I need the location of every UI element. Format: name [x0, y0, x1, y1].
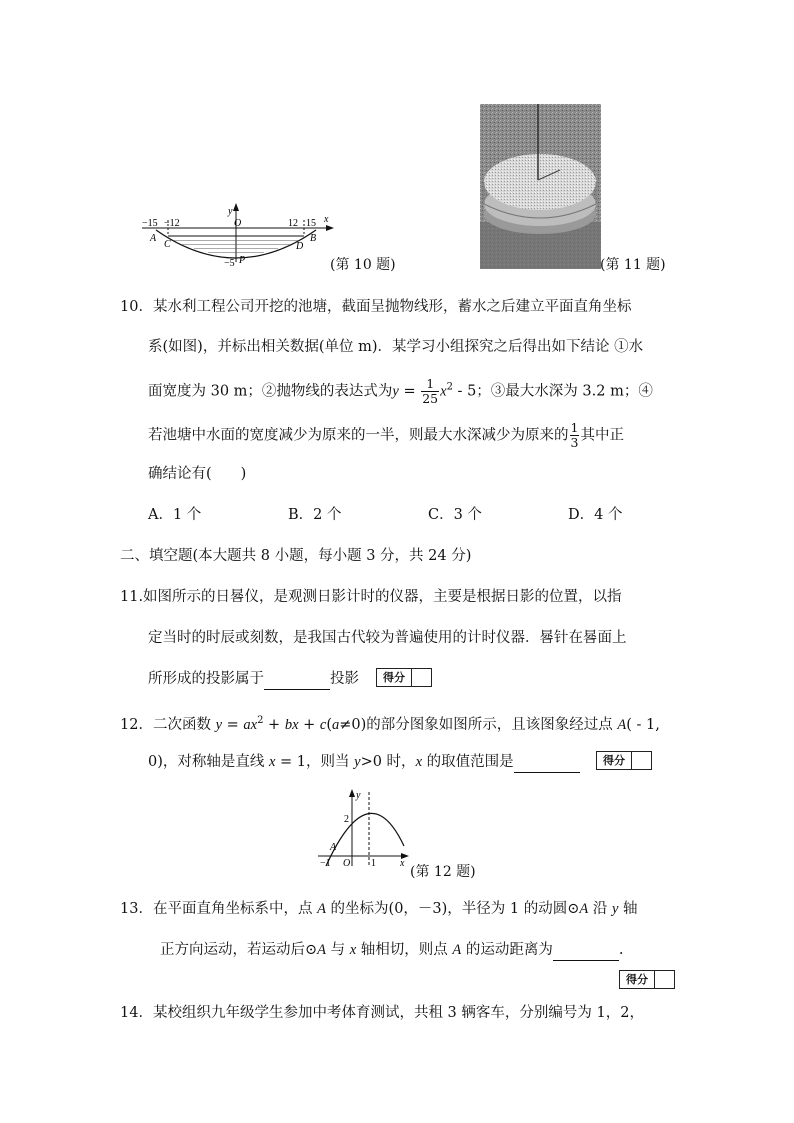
- q10-fraction-1-25: $\frac{1}{25}$: [422, 376, 439, 406]
- q11-line3: 所形成的投影属于 投影: [148, 669, 359, 690]
- q13-score-box[interactable]: 得分: [619, 970, 675, 989]
- fig10-label-b: B: [310, 233, 317, 244]
- q10-line2: 系(如图)，并标出相关数据(单位 m)．某学习小组探究之后得出如下结论 ①水: [148, 339, 644, 355]
- q10-line4: 若池塘中水面的宽度减少为原来的一半，则最大水深减少为原来的 $\frac{1}{3}$ 其中正: [148, 420, 624, 450]
- figure-11-sundial-photo: [480, 104, 601, 269]
- fig12-label-y: y: [356, 790, 361, 801]
- fig10-label-m15: −15: [142, 218, 158, 229]
- fig10-label-a: A: [150, 233, 157, 244]
- fig12-label-a: A: [330, 842, 337, 853]
- q11-answer-blank[interactable]: [264, 669, 330, 690]
- figure-12-parabola: [316, 786, 416, 868]
- section-2-title: 二、填空题(本大题共 8 小题，每小题 3 分，共 24 分): [120, 548, 472, 564]
- fig10-label-d: D: [296, 241, 304, 252]
- q12-line1: 12．二次函数 $y = ax^2$ + bx + c(a≠0)的部分图象如图所示，且该图象经过点 A( - 1,: [120, 715, 660, 733]
- fig10-label-p12: 12: [288, 218, 298, 229]
- q10-line3: 面宽度为 30 m；②抛物线的表达式为y = $\frac{1}{25}$ $x^2 - 5$；③最大水深为 3.2 m；④: [148, 376, 653, 406]
- q11-line2: 定当时的时辰或刻数，是我国古代较为普遍使用的计时仪器．晷针在晷面上: [148, 630, 627, 646]
- figure-10-caption: (第 10 题): [330, 257, 396, 273]
- fig10-label-y: y: [228, 206, 233, 217]
- fig10-label-o: O: [234, 218, 242, 229]
- fig10-label-p15: 15: [306, 218, 316, 229]
- q10-number: 10．: [120, 299, 153, 315]
- fig10-label-m5: −5: [224, 258, 235, 269]
- fig12-label-x: x: [400, 858, 405, 868]
- fig10-label-x: x: [324, 214, 329, 225]
- figure-12-caption: (第 12 题): [410, 864, 476, 880]
- fig12-label-1: 1: [371, 858, 376, 868]
- fig10-label-m12: −12: [164, 218, 180, 229]
- q10-option-d[interactable]: D．4 个: [568, 507, 623, 523]
- fig12-label-m1: −1: [320, 858, 331, 868]
- fig12-label-2: 2: [344, 814, 349, 825]
- q10-option-c[interactable]: C．3 个: [428, 507, 482, 523]
- q13-line2: 正方向运动，若运动后⊙A 与 x 轴相切，则点 A 的运动距离为 .: [160, 940, 623, 961]
- q12-answer-blank[interactable]: [514, 752, 580, 773]
- score-label: 得分: [377, 669, 412, 686]
- q14-line1: 14．某校组织九年级学生参加中考体育测试，共租 3 辆客车，分别编号为 1，2，: [120, 1005, 644, 1021]
- q12-score-box[interactable]: 得分: [596, 751, 652, 770]
- figure-10-parabola: [138, 200, 348, 275]
- q13-answer-blank[interactable]: [553, 940, 619, 961]
- fig12-label-o: O: [343, 858, 351, 868]
- q12-line2: 0)，对称轴是直线 x = 1，则当 y>0 时，x 的取值范围是: [148, 752, 580, 773]
- q10-option-b[interactable]: B．2 个: [288, 507, 342, 523]
- q10-line5: 确结论有( ): [148, 466, 247, 482]
- q10-fraction-1-3: $\frac{1}{3}$: [570, 420, 579, 450]
- figure-11-caption: (第 11 题): [600, 257, 666, 273]
- q11-score-box[interactable]: [376, 668, 432, 687]
- q11-line1: 11.如图所示的日晷仪，是观测日影计时的仪器，主要是根据日影的位置，以指: [120, 589, 622, 605]
- q10-line1: 10．某水利工程公司开挖的池塘，截面呈抛物线形，蓄水之后建立平面直角坐标: [120, 299, 632, 315]
- fig10-label-c: C: [164, 239, 171, 250]
- q13-line1: 13．在平面直角坐标系中，点 A 的坐标为(0，－3)，半径为 1 的动圆⊙A 沿 y 轴: [120, 901, 638, 917]
- fig10-label-p: P: [239, 255, 246, 266]
- q10-option-a[interactable]: A．1 个: [148, 507, 202, 523]
